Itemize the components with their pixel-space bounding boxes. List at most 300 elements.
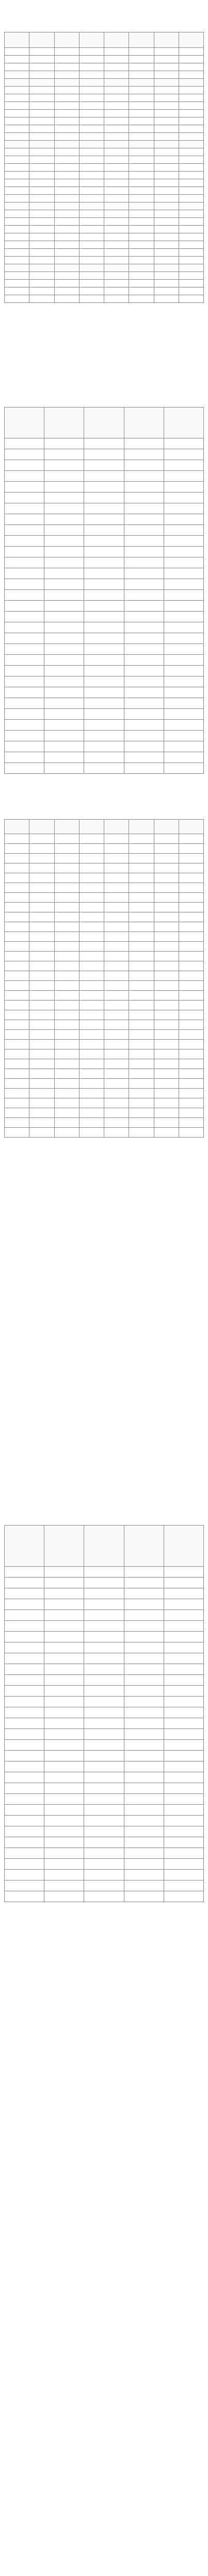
table-cell (5, 912, 29, 922)
table-cell (44, 1621, 84, 1632)
table-header-cell (124, 1526, 164, 1567)
table-row (5, 202, 204, 210)
table-cell (29, 71, 54, 79)
table-cell (79, 1079, 104, 1089)
table-cell (54, 202, 79, 210)
table-row (5, 1664, 204, 1675)
table-cell (179, 56, 203, 63)
table-cell (124, 731, 164, 741)
table-cell (44, 1578, 84, 1588)
table-cell (154, 148, 179, 156)
table-cell (79, 48, 104, 56)
table-cell (154, 981, 179, 991)
table-row (5, 844, 204, 854)
table-cell (84, 1621, 124, 1632)
table-cell (44, 601, 84, 612)
table-cell (84, 1751, 124, 1761)
table-cell (79, 1089, 104, 1098)
table-row (5, 547, 204, 557)
table-cell (104, 233, 129, 241)
table-cell (54, 1108, 79, 1118)
table-cell (5, 482, 44, 493)
table-cell (54, 961, 79, 971)
table-cell (54, 264, 79, 272)
table-cell (164, 493, 203, 503)
table-cell (84, 536, 124, 547)
table-row (5, 1816, 204, 1826)
table-cell (164, 666, 203, 676)
table-cell (54, 87, 79, 94)
table-cell (154, 249, 179, 257)
table-cell (154, 1118, 179, 1128)
table-cell (5, 1632, 44, 1642)
table-row (5, 1805, 204, 1816)
table-cell (129, 94, 154, 102)
table-cell (79, 942, 104, 952)
table-cell (129, 125, 154, 133)
table-cell (29, 961, 54, 971)
table-row (5, 971, 204, 981)
table-cell (124, 1621, 164, 1632)
table-cell (79, 971, 104, 981)
table-cell (124, 1805, 164, 1816)
table-cell (29, 903, 54, 912)
table-cell (179, 110, 203, 117)
table-cell (5, 1588, 44, 1599)
table-cell (164, 1848, 203, 1859)
table-cell (124, 1740, 164, 1751)
table-cell (179, 125, 203, 133)
table-cell (129, 287, 154, 295)
table-cell (5, 1118, 29, 1128)
table-cell (5, 1686, 44, 1697)
table-cell (129, 1001, 154, 1010)
table-cell (104, 172, 129, 179)
table-row (5, 1128, 204, 1138)
table-cell (5, 1664, 44, 1675)
table-cell (104, 981, 129, 991)
table-cell (79, 141, 104, 148)
table-row (5, 87, 204, 94)
table-cell (54, 218, 79, 226)
table-cell (154, 102, 179, 110)
table-cell (79, 1049, 104, 1059)
table-cell (129, 249, 154, 257)
table-cell (154, 94, 179, 102)
table-row (5, 179, 204, 187)
table-row (5, 1069, 204, 1079)
table-cell (129, 1059, 154, 1069)
table-cell (79, 280, 104, 287)
table-cell (154, 952, 179, 961)
table-cell (29, 164, 54, 172)
table-cell (5, 218, 29, 226)
table-cell (44, 741, 84, 752)
table-cell (5, 1610, 44, 1621)
table-cell (79, 1098, 104, 1108)
table-cell (164, 1826, 203, 1837)
table-cell (54, 883, 79, 893)
table-cell (124, 633, 164, 644)
table-cell (129, 102, 154, 110)
table-cell (84, 590, 124, 601)
table-cell (5, 1761, 44, 1772)
table-row (5, 79, 204, 87)
table-cell (54, 79, 79, 87)
table-cell (164, 1621, 203, 1632)
table-row (5, 1826, 204, 1837)
table-cell (179, 893, 203, 903)
table-cell (5, 438, 44, 449)
table-cell (179, 272, 203, 280)
table-cell (104, 961, 129, 971)
table-header-row (5, 820, 204, 834)
table-cell (124, 482, 164, 493)
table-cell (124, 568, 164, 579)
table-cell (104, 117, 129, 125)
table-cell (164, 579, 203, 590)
table-cell (44, 676, 84, 687)
table-cell (5, 514, 44, 525)
table-cell (104, 1118, 129, 1128)
table-cell (104, 883, 129, 893)
table-cell (29, 156, 54, 164)
table-cell (179, 1049, 203, 1059)
table-cell (5, 241, 29, 249)
table-row (5, 1751, 204, 1761)
table-cell (79, 125, 104, 133)
table-cell (5, 1069, 29, 1079)
table-cell (124, 601, 164, 612)
table-header-cell (44, 408, 84, 438)
table-cell (154, 854, 179, 863)
table-row (5, 952, 204, 961)
table-cell (79, 883, 104, 893)
table-cell (5, 249, 29, 257)
table-row (5, 1686, 204, 1697)
table-cell (129, 1098, 154, 1108)
table-row (5, 1030, 204, 1040)
table-cell (44, 1783, 84, 1794)
table-cell (84, 1837, 124, 1848)
table-cell (164, 1664, 203, 1675)
table-cell (5, 1030, 29, 1040)
table-cell (5, 687, 44, 698)
table-row (5, 922, 204, 932)
table-cell (154, 226, 179, 233)
table-cell (154, 991, 179, 1001)
table-cell (124, 655, 164, 666)
table-cell (104, 156, 129, 164)
table-cell (84, 1599, 124, 1610)
table-cell (29, 295, 54, 303)
table-row (5, 579, 204, 590)
table-row (5, 125, 204, 133)
table-row (5, 172, 204, 179)
table-cell (29, 1010, 54, 1020)
table-cell (84, 1697, 124, 1707)
table-cell (129, 148, 154, 156)
table-row (5, 1049, 204, 1059)
table-cell (54, 991, 79, 1001)
table-cell (154, 932, 179, 942)
table-cell (84, 1578, 124, 1588)
table-cell (164, 471, 203, 482)
table-cell (44, 1859, 84, 1870)
table-cell (79, 164, 104, 172)
table-cell (54, 148, 79, 156)
table-cell (44, 1848, 84, 1859)
table-cell (154, 202, 179, 210)
table-cell (5, 579, 44, 590)
table-cell (44, 1664, 84, 1675)
table-row (5, 56, 204, 63)
table-cell (129, 172, 154, 179)
table-cell (154, 961, 179, 971)
table-cell (5, 148, 29, 156)
table-cell (54, 71, 79, 79)
table-cell (5, 1816, 44, 1826)
table-row (5, 557, 204, 568)
table-cell (179, 164, 203, 172)
table-cell (154, 133, 179, 141)
table-cell (129, 87, 154, 94)
table-cell (179, 971, 203, 981)
table-cell (79, 241, 104, 249)
table-cell (54, 844, 79, 854)
table-cell (5, 1826, 44, 1837)
table-cell (104, 71, 129, 79)
table-cell (164, 547, 203, 557)
table-cell (104, 903, 129, 912)
table-cell (179, 903, 203, 912)
table-cell (79, 257, 104, 264)
table-cell (154, 264, 179, 272)
table-cell (164, 1653, 203, 1664)
table-cell (164, 1632, 203, 1642)
table-cell (5, 1891, 44, 1902)
table-cell (179, 981, 203, 991)
table-row (5, 1837, 204, 1848)
table-cell (84, 1740, 124, 1751)
table-cell (154, 272, 179, 280)
table-cell (84, 720, 124, 731)
table-cell (54, 110, 79, 117)
table-cell (104, 79, 129, 87)
table-cell (124, 1675, 164, 1686)
table-cell (124, 720, 164, 731)
table-cell (44, 568, 84, 579)
table-cell (104, 280, 129, 287)
table-cell (104, 1001, 129, 1010)
table-cell (29, 210, 54, 218)
table-cell (124, 687, 164, 698)
table-cell (164, 1880, 203, 1891)
table-cell (44, 482, 84, 493)
table-cell (124, 1761, 164, 1772)
table-cell (79, 94, 104, 102)
table-cell (54, 187, 79, 195)
table-cell (154, 179, 179, 187)
table-cell (104, 932, 129, 942)
table-cell (54, 102, 79, 110)
table-cell (5, 1729, 44, 1740)
table-cell (124, 1642, 164, 1653)
table-cell (29, 873, 54, 883)
table-cell (54, 873, 79, 883)
table-cell (129, 156, 154, 164)
table-cell (124, 698, 164, 709)
table-cell (129, 210, 154, 218)
table-cell (29, 932, 54, 942)
table-cell (84, 1653, 124, 1664)
table-cell (154, 1030, 179, 1040)
table-cell (5, 952, 29, 961)
table-cell (5, 1740, 44, 1751)
table-cell (154, 233, 179, 241)
table-cell (44, 536, 84, 547)
table-cell (5, 971, 29, 981)
table-cell (44, 1837, 84, 1848)
table-cell (5, 676, 44, 687)
table-cell (84, 698, 124, 709)
table-row (5, 257, 204, 264)
table-cell (179, 133, 203, 141)
table-cell (54, 125, 79, 133)
table-cell (5, 893, 29, 903)
table-cell (124, 579, 164, 590)
table-cell (79, 272, 104, 280)
table-row (5, 1108, 204, 1118)
table-cell (79, 1069, 104, 1079)
table-cell (129, 1118, 154, 1128)
table-cell (5, 601, 44, 612)
table-cell (164, 1870, 203, 1880)
table-cell (5, 110, 29, 117)
table-cell (54, 1040, 79, 1049)
table-cell (104, 63, 129, 71)
table-row (5, 1729, 204, 1740)
table-cell (154, 241, 179, 249)
table-cell (124, 557, 164, 568)
table-cell (104, 854, 129, 863)
table-cell (44, 1794, 84, 1805)
table-cell (84, 471, 124, 482)
table-cell (84, 622, 124, 633)
table-cell (79, 1108, 104, 1118)
table-cell (44, 763, 84, 774)
table-cell (179, 257, 203, 264)
table-cell (79, 133, 104, 141)
table-cell (44, 1729, 84, 1740)
table-cell (79, 226, 104, 233)
table-cell (5, 883, 29, 893)
table-cell (164, 1686, 203, 1697)
table-cell (129, 133, 154, 141)
table-cell (154, 1128, 179, 1138)
table-cell (124, 1567, 164, 1578)
table-row (5, 287, 204, 295)
table-cell (124, 622, 164, 633)
table-cell (164, 449, 203, 460)
table-cell (154, 1069, 179, 1079)
table-cell (164, 1772, 203, 1783)
table-row (5, 676, 204, 687)
table-cell (5, 720, 44, 731)
table-cell (44, 666, 84, 676)
table-cell (154, 1040, 179, 1049)
table-cell (84, 1794, 124, 1805)
table-row (5, 241, 204, 249)
table-cell (84, 752, 124, 763)
table-cell (5, 1697, 44, 1707)
table-cell (154, 1098, 179, 1108)
table-cell (29, 117, 54, 125)
table-cell (154, 1020, 179, 1030)
table-cell (29, 148, 54, 156)
table-cell (79, 893, 104, 903)
table-cell (44, 1751, 84, 1761)
table-cell (5, 1751, 44, 1761)
table-row (5, 633, 204, 644)
table-cell (79, 202, 104, 210)
table-cell (44, 503, 84, 514)
table-cell (154, 125, 179, 133)
table-cell (29, 287, 54, 295)
table-cell (124, 1664, 164, 1675)
table-cell (29, 141, 54, 148)
table-cell (5, 1642, 44, 1653)
table-cell (5, 195, 29, 202)
table-row (5, 460, 204, 471)
table-cell (164, 1675, 203, 1686)
table-cell (79, 56, 104, 63)
table-cell (104, 102, 129, 110)
table-cell (124, 1707, 164, 1718)
table-cell (79, 210, 104, 218)
table-cell (164, 1707, 203, 1718)
table-cell (164, 655, 203, 666)
table-cell (44, 1880, 84, 1891)
table-cell (124, 536, 164, 547)
table-cell (5, 547, 44, 557)
table-row (5, 991, 204, 1001)
table-cell (29, 1059, 54, 1069)
table-row (5, 249, 204, 257)
table-cell (129, 981, 154, 991)
table-cell (54, 1020, 79, 1030)
table-cell (29, 922, 54, 932)
table-cell (179, 912, 203, 922)
table-cell (44, 1805, 84, 1816)
table-cell (5, 763, 44, 774)
table-cell (154, 873, 179, 883)
table-cell (104, 179, 129, 187)
table-row (5, 942, 204, 952)
table-cell (179, 87, 203, 94)
table-cell (84, 460, 124, 471)
table-cell (179, 187, 203, 195)
table-cell (29, 133, 54, 141)
table-cell (44, 1567, 84, 1578)
table-cell (154, 971, 179, 981)
table-cell (29, 264, 54, 272)
table-row (5, 1098, 204, 1108)
table-cell (129, 71, 154, 79)
table-cell (84, 655, 124, 666)
table-cell (5, 1059, 29, 1069)
table-cell (124, 1610, 164, 1621)
